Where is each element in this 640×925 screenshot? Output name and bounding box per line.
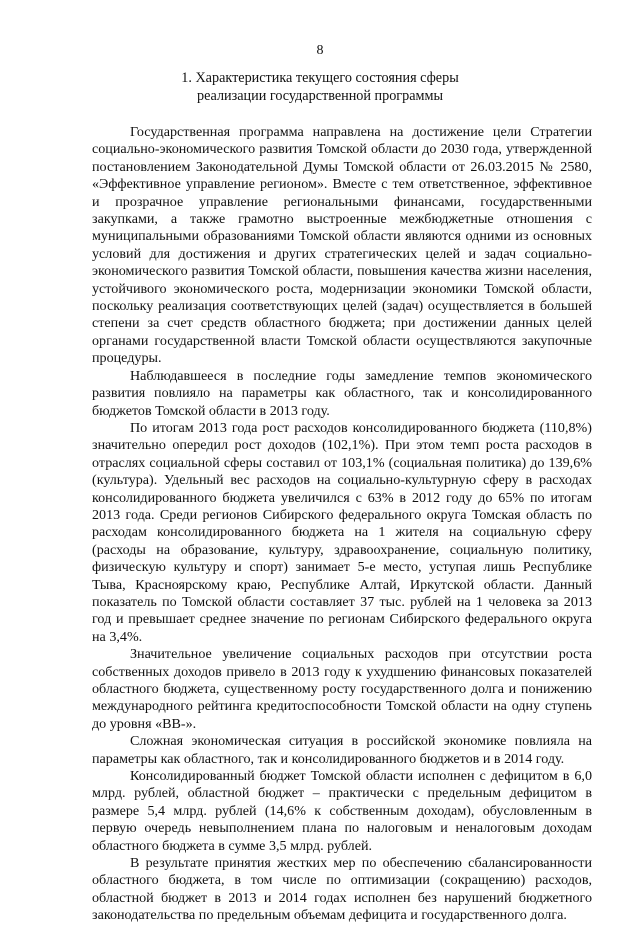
- paragraph-social-spending: Значительное увеличение социальных расходов при отсутствии роста собственных доходов привело в 2013 году к ухудшению финансовых показателей областного бюджета, существенному росту государственного долга и понижению международного рейтинга кредитоспособности Томской области на одну ступень до уровня «ВВ-».: [92, 646, 592, 732]
- paragraph-2014-situation: Сложная экономическая ситуация в российской экономике повлияла на параметры как областного, так и консолидированного бюджетов и в 2014 году.: [92, 733, 592, 767]
- paragraph-strategy-goal: Государственная программа направлена на достижение цели Стратегии социально-экономического развития Томской области до 2030 года, утвержденной постановлением Законодательной Думы Томской области от 26.03.2015 № 2580, «Эффективное управление регионом». Вместе с тем ответственное, эффективное и прозрачное управление региональными финансами, государственными закупками, а также грамотно выстроенные межбюджетные отношения с муниципальными образованиями Томской области являются одними из основных условий для достижения и других стратегических целей и задач социально-экономического развития Томской области, повышения качества жизни населения, устойчивого экономического роста, модернизации экономики Томской области, поскольку реализация соответствующих целей (задач) осуществляется в большей степени за счет средств областного бюджета; при достижении данных целей органами государственной власти Томской области осуществляются закупочные процедуры.: [92, 124, 592, 367]
- body-text: [92, 124, 592, 925]
- paragraph-balance-measures: В результате принятия жестких мер по обеспечению сбалансированности областного бюджета, в том числе по оптимизации (сокращению) расходов, областной бюджет в 2013 и 2014 годах исполнен без нарушений бюджетного законодательства по предельным объемам дефицита и государственного долга.: [92, 855, 592, 924]
- paragraph-2013-results: По итогам 2013 года рост расходов консолидированного бюджета (110,8%) значительно опередил рост доходов (102,1%). При этом темп роста расходов в отраслях социальной сферы составил от 103,1% (социальная политика) до 139,6% (культура). Удельный вес расходов на социально-культурную сферу в расходах консолидированного бюджета увеличился с 63% в 2012 году до 65% по итогам 2013 года. Среди регионов Сибирского федерального округа Томская область по расходам консолидированного бюджета на 1 жителя на социальную сферу (расходы на образование, культуру, здравоохранение, социальную политику, физическую культуру и спорт) занимает 5-е место, уступая лишь Республике Тыва, Красноярскому краю, Республике Алтай, Иркутской области. Данный показатель по Томской области составляет 37 тыс. рублей на 1 человека за 2013 год и превышает среднее значение по регионам Сибирского федерального округа на 3,4%.: [92, 419, 592, 645]
- page-number: 8: [316, 43, 324, 58]
- section-title: 1. Характеристика текущего состояния сферы реализации государственной программы: [181, 70, 459, 104]
- paragraph-consolidated-deficit: Консолидированный бюджет Томской области исполнен с дефицитом в 6,0 млрд. рублей, областной бюджет – практически с предельным дефицитом в размере 5,4 млрд. рублей (14,6% к собственным доходам), обусловленным в первую очередь невыполнением плана по налоговым и неналоговым доходам областного бюджета в сумме 3,5 млрд. рублей.: [92, 768, 592, 854]
- paragraph-economic-slowdown: Наблюдавшееся в последние годы замедление темпов экономического развития повлияло на параметры как областного, так и консолидированного бюджетов Томской области в 2013 году.: [92, 367, 592, 419]
